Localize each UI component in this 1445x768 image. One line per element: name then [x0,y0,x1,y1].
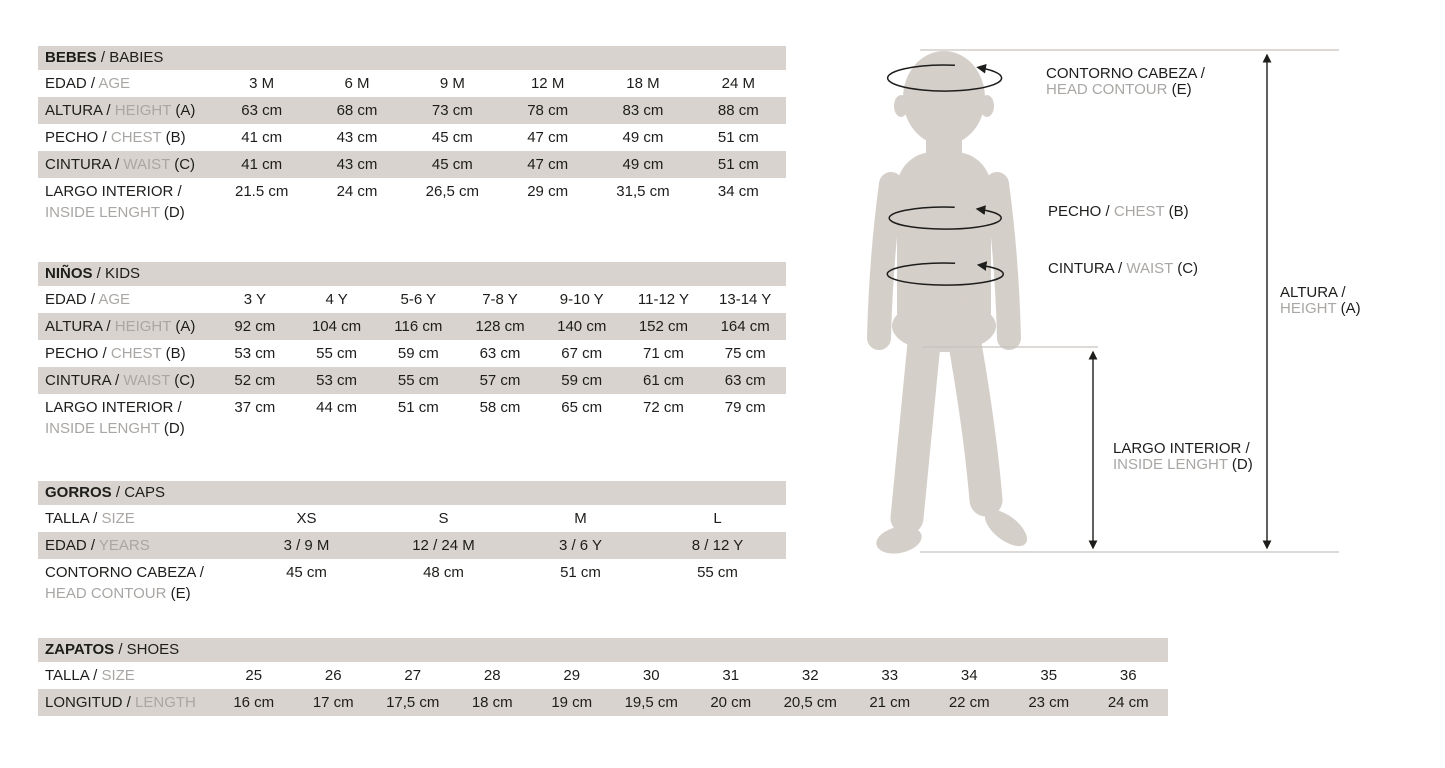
table-title: GORROS / CAPS [38,481,786,505]
table-title: NIÑOS / KIDS [38,262,786,286]
value-cell: 55 cm [316,345,357,362]
value-cell: 33 [881,667,899,684]
value-cell: 63 cm [241,102,283,119]
value-cell: 25 [245,667,263,684]
value-cell: 17,5 cm [386,694,440,711]
value-cell: 59 cm [561,372,603,389]
value-cell: 48 cm [423,564,464,581]
row-label: TALLA / SIZE [45,510,135,527]
value-cell: 3 / 9 M [283,537,330,554]
inseam-label: LARGO INTERIOR / INSIDE LENGHT (D) [1113,440,1253,473]
value-cell: 4 Y [325,291,348,308]
table-row [38,70,786,97]
value-cell: 12 / 24 M [412,537,475,554]
value-cell: 27 [404,667,422,684]
table-row [38,662,1168,689]
measurement-diagram [855,38,1361,568]
value-cell: 29 [563,667,581,684]
value-cell: 63 cm [479,345,521,362]
value-cell: 3 / 6 Y [558,537,603,554]
row-label: ALTURA / HEIGHT (A) [45,318,196,335]
table-row [38,689,1168,716]
value-cell: 73 cm [431,102,473,119]
row-label: LONGITUD / LENGTH [45,694,196,711]
value-cell: 45 cm [431,156,473,173]
value-cell: 32 [801,667,819,684]
value-cell: 31,5 cm [616,183,670,200]
table-kids [38,262,786,440]
value-cell: 24 M [721,75,755,92]
row-label: PECHO / CHEST (B) [45,129,186,146]
value-cell: 63 cm [724,372,766,389]
table-caps [38,481,786,605]
value-cell: 44 cm [316,399,357,416]
row-label: CINTURA / WAIST (C) [45,156,196,173]
value-cell: 140 cm [557,318,607,335]
value-cell: 34 cm [717,183,759,200]
row-label: CINTURA / WAIST (C) [45,372,196,389]
row-label: TALLA / SIZE [45,667,135,684]
table-row [38,178,786,224]
table-row [38,532,786,559]
value-cell: 49 cm [622,156,664,173]
value-cell: 29 cm [527,183,569,200]
value-cell: 21 cm [869,694,911,711]
value-cell: 18 cm [471,694,513,711]
value-cell: 37 cm [234,399,276,416]
table-row [38,97,786,124]
row-label: EDAD / AGE [45,291,131,308]
value-cell: L [713,510,722,527]
table-row [38,340,786,367]
value-cell: 104 cm [311,318,362,335]
waist-label: CINTURA / WAIST (C) [1048,260,1199,277]
value-cell: 71 cm [643,345,684,362]
value-cell: 11-12 Y [637,291,690,308]
value-cell: 41 cm [241,156,283,173]
table-row [38,286,786,313]
value-cell: 19 cm [551,694,593,711]
value-cell: 61 cm [643,372,684,389]
value-cell: 18 M [626,75,660,92]
value-cell: 57 cm [479,372,521,389]
value-cell: 3 M [249,75,275,92]
value-cell: 24 cm [336,183,378,200]
head-contour-label: CONTORNO CABEZA / HEAD CONTOUR (E) [1046,65,1205,98]
table-title: BEBES / BABIES [38,46,786,70]
value-cell: 30 [642,667,660,684]
value-cell: 47 cm [527,129,569,146]
row-label: LARGO INTERIOR / INSIDE LENGHT (D) [45,399,185,437]
value-cell: 47 cm [527,156,569,173]
value-cell: 31 [722,667,740,684]
value-cell: 43 cm [336,156,378,173]
table-shoes [38,638,1168,716]
value-cell: 21.5 cm [234,183,289,200]
value-cell: 22 cm [948,694,990,711]
value-cell: 13-14 Y [719,291,772,308]
value-cell: 51 cm [717,156,759,173]
value-cell: 23 cm [1028,694,1070,711]
table-row [38,559,786,605]
value-cell: 128 cm [475,318,525,335]
value-cell: 28 [483,667,501,684]
value-cell: 79 cm [724,399,766,416]
value-cell: 152 cm [638,318,689,335]
value-cell: 35 [1040,667,1058,684]
table-row [38,124,786,151]
value-cell: 7-8 Y [482,291,518,308]
value-cell: 26 [324,667,342,684]
value-cell: 16 cm [233,694,275,711]
value-cell: 67 cm [561,345,603,362]
table-row [38,151,786,178]
value-cell: 26,5 cm [425,183,479,200]
table-row [38,367,786,394]
value-cell: 17 cm [312,694,354,711]
table-row [38,313,786,340]
row-label: EDAD / AGE [45,75,131,92]
value-cell: 36 [1119,667,1137,684]
value-cell: XS [296,510,317,527]
value-cell: 55 cm [397,372,439,389]
value-cell: 52 cm [234,372,276,389]
value-cell: 59 cm [397,345,439,362]
value-cell: 72 cm [643,399,684,416]
child-silhouette [874,51,1033,557]
value-cell: 5-6 Y [400,291,437,308]
value-cell: 55 cm [697,564,738,581]
value-cell: 78 cm [527,102,569,119]
value-cell: 58 cm [479,399,521,416]
value-cell: 8 / 12 Y [691,537,744,554]
value-cell: 19,5 cm [624,694,678,711]
value-cell: 3 Y [243,291,266,308]
value-cell: 83 cm [622,102,664,119]
value-cell: 9-10 Y [559,291,604,308]
value-cell: S [438,510,449,527]
value-cell: 43 cm [336,129,378,146]
value-cell: 20 cm [710,694,752,711]
value-cell: 45 cm [286,564,327,581]
value-cell: 75 cm [724,345,766,362]
value-cell: 65 cm [561,399,603,416]
value-cell: 9 M [439,75,465,92]
value-cell: 92 cm [234,318,276,335]
value-cell: M [574,510,587,527]
table-title: ZAPATOS / SHOES [38,638,1168,662]
value-cell: 51 cm [560,564,601,581]
value-cell: 51 cm [717,129,759,146]
value-cell: 12 M [530,75,565,92]
row-label: PECHO / CHEST (B) [45,345,186,362]
value-cell: 51 cm [397,399,439,416]
value-cell: 20,5 cm [783,694,837,711]
value-cell: 53 cm [234,345,276,362]
table-row [38,394,786,440]
table-babies [38,46,786,224]
table-row [38,505,786,532]
value-cell: 53 cm [316,372,357,389]
value-cell: 24 cm [1107,694,1149,711]
value-cell: 88 cm [717,102,759,119]
value-cell: 45 cm [431,129,473,146]
height-label: ALTURA / HEIGHT (A) [1280,284,1361,317]
value-cell: 6 M [344,75,370,92]
row-label: EDAD / YEARS [45,537,150,554]
row-label: CONTORNO CABEZA / HEAD CONTOUR (E) [45,564,204,602]
value-cell: 49 cm [622,129,664,146]
value-cell: 41 cm [241,129,283,146]
row-label: ALTURA / HEIGHT (A) [45,102,196,119]
row-label: LARGO INTERIOR / INSIDE LENGHT (D) [45,183,185,221]
value-cell: 116 cm [394,318,443,335]
value-cell: 164 cm [720,318,770,335]
value-cell: 34 [960,667,978,684]
value-cell: 68 cm [336,102,378,119]
chest-label: PECHO / CHEST (B) [1048,203,1189,220]
